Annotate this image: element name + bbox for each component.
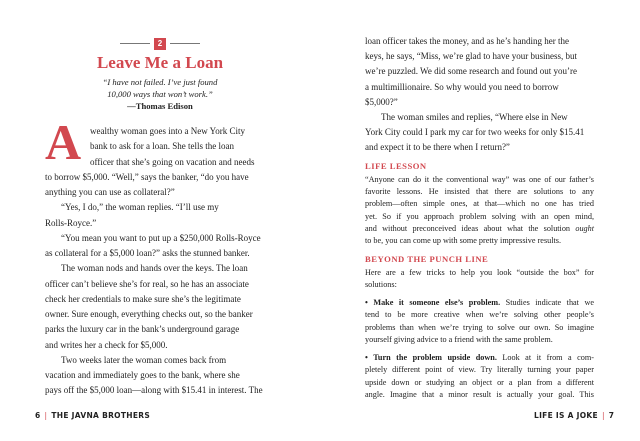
text-line xyxy=(365,334,594,345)
text-line xyxy=(45,339,274,351)
text-segment: “Yes, I do,” the woman replies. “I’ll use my xyxy=(61,202,219,213)
text-segment: problem—often simple ones, at that—which no one has tried xyxy=(365,199,594,209)
text-segment: bank to ask for a loan. She tells the loan xyxy=(90,141,234,152)
text-segment: favorite lessons. He insisted that there are solutions to any xyxy=(365,187,594,197)
text-segment: to be, you can come up with some pretty impressive results. xyxy=(365,236,562,245)
epigraph-line: “I have not failed. I’ve just found xyxy=(102,77,218,87)
text-line xyxy=(365,35,594,47)
text-segment: Studies indicate that we xyxy=(500,298,594,307)
text-line xyxy=(365,50,594,62)
text-line xyxy=(365,186,594,197)
text-segment: to borrow $5,000. “Well,” says the banker, “do you have xyxy=(45,171,249,182)
epigraph-attribution: —Thomas Edison xyxy=(127,101,193,111)
life-lesson-heading: LIFE LESSON xyxy=(365,161,427,171)
text-line xyxy=(365,389,594,400)
text-line xyxy=(45,308,274,320)
text-line xyxy=(365,126,594,138)
text-line xyxy=(365,141,594,153)
text-segment: parks the luxury car in the bank’s underground garage xyxy=(45,324,240,335)
footer-right xyxy=(534,411,614,420)
text-segment: anything you can use as collateral?” xyxy=(45,187,175,197)
text-segment: upside down or studying an object or a plan from a different xyxy=(365,377,594,387)
text-line xyxy=(365,279,594,290)
text-line xyxy=(365,309,594,320)
text-segment: owner. Sure enough, everything checks out, so the banker xyxy=(45,309,253,319)
text-line xyxy=(61,201,274,213)
text-segment: pays off the $5,000 loan—along with $15.41 in interest. The xyxy=(45,385,263,396)
text-segment: York City could I park my car for two weeks for only $15.41 xyxy=(365,127,585,138)
text-segment: keys, he says, “Miss, we’re glad to have your business, but xyxy=(365,51,577,62)
text-line xyxy=(365,174,594,185)
text-segment: vacation and immediately goes to the bank, where she xyxy=(45,370,240,380)
text-segment: officer can’t believe she’s for real, so he has an associate xyxy=(45,278,249,289)
text-line xyxy=(61,262,274,274)
text-segment: we’re puzzled. We did some research and found out you’re xyxy=(365,66,578,77)
footer-divider: | xyxy=(601,411,605,420)
text-segment: officer that she’s going on vacation and needs xyxy=(90,156,255,167)
text-line xyxy=(365,377,594,388)
text-segment: The woman smiles and replies, “Where else in New xyxy=(381,112,568,122)
chapter-title: Leave Me a Loan xyxy=(96,53,224,72)
text-segment: and without preconceived ideas about what the solution xyxy=(365,223,576,233)
text-line xyxy=(45,217,274,229)
text-segment: loan officer takes the money, and as he’s handing her the xyxy=(365,36,569,46)
text-segment: The woman nods and hands over the keys. The loan xyxy=(61,263,248,274)
text-segment: check her credentials to make sure she’s the legitimate xyxy=(45,293,241,304)
text-segment: yet. So if you approach problem solving with an open mind, xyxy=(365,211,594,221)
text-line xyxy=(365,352,594,363)
text-segment: Look at it from a com- xyxy=(496,353,594,362)
text-line xyxy=(365,96,594,108)
beyond-punch-line-heading: BEYOND THE PUNCH LINE xyxy=(365,254,489,264)
text-segment: wealthy woman goes into a New York City xyxy=(90,126,245,136)
text-segment: problems than when we’re trying to solve our own. So imagine xyxy=(365,322,594,332)
text-line xyxy=(365,322,594,333)
bold-lead-in: • Turn the problem upside down. xyxy=(365,353,497,362)
text-line xyxy=(45,186,274,198)
text-line xyxy=(365,198,594,209)
footer-left xyxy=(35,411,150,420)
text-line xyxy=(381,111,594,123)
text-line xyxy=(365,81,594,93)
text-segment: $5,000?” xyxy=(365,96,398,107)
text-line xyxy=(61,232,274,244)
text-line xyxy=(90,125,274,137)
text-line xyxy=(45,369,274,381)
text-line xyxy=(45,171,274,183)
text-line xyxy=(90,156,274,168)
epigraph-line: 10,000 ways that won’t work.” xyxy=(107,89,213,99)
text-line xyxy=(365,235,594,246)
text-line xyxy=(61,354,274,366)
footer-divider: | xyxy=(44,411,48,420)
text-segment: Rolls-Royce.” xyxy=(45,217,97,228)
text-segment: Two weeks later the woman comes back from xyxy=(61,354,227,365)
text-segment: yourself giving advice to a friend with the same problem. xyxy=(365,334,553,344)
chapter-rule-right xyxy=(170,43,200,44)
drop-cap: A xyxy=(45,114,82,170)
text-line xyxy=(365,223,594,234)
text-segment: a multimillionaire. So why would you need to borrow xyxy=(365,81,559,92)
text-segment: “You mean you want to put up a $250,000 Rolls-Royce xyxy=(61,232,261,243)
text-segment: and expect it to be there when I return?” xyxy=(365,142,510,153)
running-head: LIFE IS A JOKE xyxy=(534,411,598,420)
text-segment: “Anyone can do it the conventional way” was one of our father’s xyxy=(365,175,594,184)
text-line xyxy=(45,384,274,396)
text-line xyxy=(45,293,274,305)
page-number: 7 xyxy=(608,411,615,420)
text-line xyxy=(365,65,594,77)
text-line xyxy=(365,297,594,308)
text-line xyxy=(365,364,594,375)
text-segment: angle. Imagine that a minor result is actually your goal. This xyxy=(365,389,594,399)
chapter-rule-left xyxy=(120,43,150,44)
text-segment: pletely different point of view. Try literally turning your paper xyxy=(365,365,594,375)
running-head: THE JAVNA BROTHERS xyxy=(51,411,151,420)
text-line xyxy=(45,247,274,259)
text-segment: tend to be more creative when we’re solving other people’s xyxy=(365,310,594,320)
text-segment: and writes her a check for $5,000. xyxy=(45,339,168,350)
text-line xyxy=(90,140,274,152)
text-line xyxy=(365,267,594,278)
bold-lead-in: • Make it someone else’s problem. xyxy=(365,298,501,307)
text-line xyxy=(45,323,274,335)
chapter-number-badge: 2 xyxy=(154,38,166,50)
text-segment: Here are a few tricks to help you look “outside the box” for xyxy=(365,268,594,277)
text-segment: ought xyxy=(575,223,594,233)
text-line xyxy=(365,211,594,222)
page-number: 6 xyxy=(35,411,41,420)
right-page xyxy=(320,0,640,441)
text-segment: solutions: xyxy=(365,280,397,290)
text-segment: as collateral for a $5,000 loan?” asks the stunned banker. xyxy=(45,248,250,258)
text-line xyxy=(45,278,274,290)
